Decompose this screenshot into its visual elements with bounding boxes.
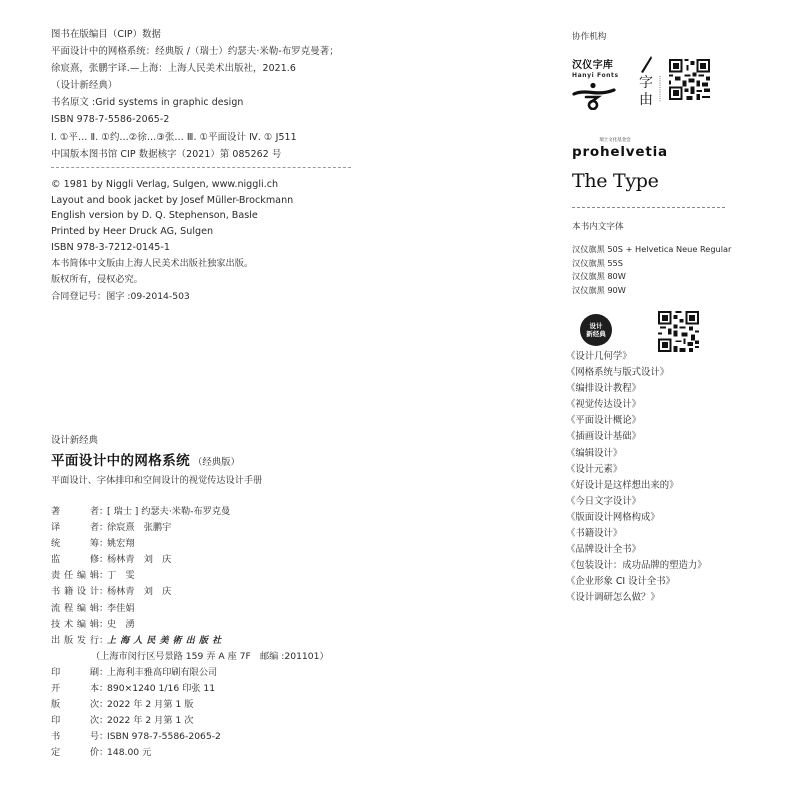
fonts-list: [572, 243, 731, 297]
credit-label-char: 设: [76, 586, 87, 598]
credit-row: [51, 584, 381, 600]
credit-label-char: 编: [76, 570, 87, 582]
related-book-item: 《书籍设计》: [566, 528, 623, 540]
related-book-item: 《平面设计概论》: [566, 415, 642, 427]
related-book-item: 《企业形象 CI 设计全书》: [566, 576, 676, 588]
qr-code-icon[interactable]: [658, 311, 699, 352]
related-book-item: 《包装设计：成功品牌的塑造力》: [566, 560, 707, 572]
credit-value: 徐宸熹 张鹏宇: [107, 522, 172, 534]
credit-label: [51, 745, 99, 761]
related-book-item: 《编排设计教程》: [566, 383, 642, 395]
cip-line: （设计新经典）: [51, 80, 118, 92]
related-book-item: 《好设计是这样想出来的》: [566, 479, 679, 491]
credit-label-char: 技: [51, 618, 61, 630]
credit-colon: ：: [99, 666, 109, 678]
credit-colon: ：: [99, 570, 109, 582]
credit-colon: ：: [99, 634, 109, 646]
credit-label: [51, 713, 99, 729]
credit-value: （上海市闵行区号景路 159 弄 A 座 7F 邮编 :201101）: [91, 650, 329, 662]
credit-label-char: 辑: [89, 602, 99, 614]
credit-label-char: 书: [51, 586, 61, 598]
prohelvetia-subtitle: 瑞士文化基金会: [599, 138, 631, 143]
credit-label: [51, 681, 99, 697]
credit-label-char: 书: [51, 731, 61, 743]
copyright-block: [51, 177, 371, 305]
credit-label: [51, 536, 99, 552]
credit-label-char: 定: [51, 747, 61, 759]
credit-label: [51, 617, 99, 633]
prohelvetia-wordmark: prohelvetia: [572, 144, 668, 160]
credit-row: [51, 617, 381, 633]
credits-block: [51, 504, 381, 762]
credit-label: [51, 601, 99, 617]
credit-row: [51, 568, 381, 584]
credit-label-char: 版: [51, 699, 61, 711]
credit-label-char: 开: [51, 683, 61, 695]
credit-colon: ：: [99, 522, 109, 534]
dashed-divider: [51, 167, 351, 168]
credit-label-char: 号: [89, 731, 99, 743]
credit-label: [51, 568, 99, 584]
credit-label-char: 著: [51, 506, 61, 517]
credit-label-char: 统: [51, 538, 61, 550]
credit-value: 史 湧: [107, 618, 135, 630]
credit-label: [51, 665, 99, 681]
credit-label-char: 印: [51, 715, 61, 727]
credit-value: 上 海 人 民 美 術 出 版 社: [107, 635, 222, 646]
related-books-list: [566, 349, 707, 607]
credit-row: [51, 729, 381, 745]
font-item: 汉仪旗黑 80W: [572, 271, 626, 282]
credit-row: [51, 601, 381, 617]
credit-value: 杨林青 刘 庆: [107, 554, 172, 566]
credit-value: 杨林青 刘 庆: [107, 586, 172, 598]
cip-line: 书名原文 :Grid systems in graphic design: [51, 97, 244, 109]
partners-label: 协作机构: [572, 32, 607, 42]
related-book-item: 《网格系统与版式设计》: [566, 367, 670, 379]
font-item: 汉仪旗黑 90W: [572, 284, 626, 295]
related-book-item: 《版面设计网格构成》: [566, 511, 660, 523]
credit-colon: ：: [99, 618, 109, 630]
prohelvetia-logo: [572, 137, 682, 160]
credit-label-char: 任: [63, 570, 74, 582]
credit-label-char: 本: [89, 683, 99, 695]
credit-label-char: 者: [89, 506, 99, 517]
related-book-item: 《视觉传达设计》: [566, 399, 642, 411]
credit-colon: ：: [99, 538, 109, 550]
credit-label-char: 出: [51, 634, 61, 646]
svg-text:字: 字: [639, 75, 653, 91]
credit-value: ISBN 978-7-5586-2065-2: [107, 731, 221, 743]
qr-code-icon[interactable]: [669, 59, 710, 100]
credit-label-char: 责: [51, 570, 61, 582]
credit-value: 148.00 元: [107, 747, 152, 759]
credit-colon: ：: [99, 554, 109, 566]
cip-data-block: [51, 26, 361, 163]
credit-label-char: 籍: [63, 586, 74, 598]
book-title: [51, 449, 240, 469]
related-book-item: 《设计元素》: [566, 463, 623, 475]
credit-value: 丁 雯: [107, 570, 135, 582]
credit-label-char: 修: [89, 554, 99, 566]
cip-line: 徐宸熹，张鹏宇译.—上海：上海人民美术出版社，2021.6: [51, 63, 296, 75]
svg-text:由: 由: [639, 92, 653, 107]
credit-label: [51, 697, 99, 713]
credit-label-char: 程: [63, 602, 74, 614]
credit-label: [51, 633, 99, 649]
credit-value: [ 瑞士 ] 约瑟夫·米勒-布罗克曼: [107, 506, 231, 517]
credit-label-char: 价: [89, 747, 99, 759]
credit-row: [51, 745, 381, 761]
font-item: 汉仪旗黑 55S: [572, 257, 623, 268]
credit-row: [51, 504, 381, 520]
hanyi-fonts-logo: [572, 56, 622, 114]
credit-colon: ：: [99, 731, 109, 743]
series-name: 设计新经典: [51, 435, 98, 446]
thetype-logo: The Type: [572, 170, 659, 192]
credit-colon: ：: [99, 699, 109, 711]
credit-value: 2022 年 2 月第 1 次: [107, 715, 194, 727]
credit-label-char: 刷: [89, 666, 99, 678]
book-title-main: 平面设计中的网格系统: [51, 453, 190, 469]
copyright-line: 本书简体中文版由上海人民美术出版社独家出版。: [51, 257, 254, 269]
dashed-divider-right: [572, 207, 725, 208]
credit-label-char: 次: [89, 715, 99, 727]
credit-value: 李佳娟: [107, 602, 135, 614]
credit-colon: ：: [99, 586, 109, 598]
credit-label: [51, 552, 99, 568]
credit-value: 上海利丰雅高印刷有限公司: [107, 666, 218, 678]
credit-label-char: 辑: [89, 570, 99, 582]
copyright-line: Layout and book jacket by Josef Müller-Brockmann: [51, 194, 294, 206]
credit-row: [51, 552, 381, 568]
copyright-line: Printed by Heer Druck AG, Sulgen: [51, 226, 214, 238]
credit-label-char: 术: [63, 618, 74, 630]
font-item: 汉仪旗黑 50S + Helvetica Neue Regular: [572, 244, 732, 254]
credit-value: 2022 年 2 月第 1 版: [107, 699, 194, 711]
copyright-line: © 1981 by Niggli Verlag, Sulgen, www.niggli.ch: [51, 179, 279, 190]
credit-label-char: 流: [51, 602, 61, 614]
credit-value: 890×1240 1/16 印张 11: [107, 683, 216, 695]
related-book-item: 《编辑设计》: [566, 447, 623, 459]
credit-label: [51, 504, 99, 520]
cip-line: 图书在版编目（CIP）数据: [51, 29, 162, 40]
credit-colon: ：: [99, 602, 109, 614]
badge-line: 新经典: [586, 330, 606, 338]
credit-label-char: 译: [51, 522, 61, 534]
related-book-item: 《设计调研怎么做？》: [566, 592, 660, 604]
related-book-item: 《品牌设计全书》: [566, 544, 642, 556]
credit-label-char: 印: [51, 666, 61, 678]
ziyou-logo: [635, 52, 665, 107]
related-book-item: 《插画设计基础》: [566, 431, 642, 443]
credit-label-char: 者: [89, 522, 99, 534]
credit-label: [51, 729, 99, 745]
series-badge-icon: [580, 314, 612, 346]
credit-label-char: 次: [89, 699, 99, 711]
credit-colon: ：: [99, 683, 109, 695]
credit-label: [51, 584, 99, 600]
cip-line: ISBN 978-7-5586-2065-2: [51, 114, 170, 126]
credit-label-char: 筹: [89, 538, 99, 550]
hanyi-glyph-icon: [572, 82, 616, 110]
book-subtitle: 平面设计、字体排印和空间设计的视觉传达设计手册: [51, 475, 263, 486]
fonts-label: 本书内文字体: [572, 222, 624, 232]
credit-label-char: 辑: [89, 618, 99, 630]
hanyi-logo-cn: 汉仪字库: [572, 60, 614, 71]
credit-label-char: 版: [63, 634, 74, 646]
credit-row: [51, 697, 381, 713]
copyright-line: English version by D. Q. Stephenson, Basle: [51, 210, 258, 222]
credit-label-char: 行: [89, 634, 99, 646]
cip-line: 平面设计中的网格系统：经典版 /（瑞士）约瑟夫·米勒-布罗克曼著；: [51, 46, 339, 58]
credit-colon: ：: [99, 506, 109, 517]
credit-label: [51, 520, 99, 536]
credit-label-char: 计: [89, 586, 99, 598]
copyright-line: 合同登记号：图字 :09-2014-503: [51, 290, 190, 302]
credit-colon: ：: [99, 715, 109, 727]
credit-row: [51, 681, 381, 697]
credit-row: [51, 536, 381, 552]
credit-row: [51, 520, 381, 536]
credit-row: [51, 713, 381, 729]
book-edition: （经典版）: [193, 457, 240, 468]
copyright-line: 版权所有，侵权必究。: [51, 274, 143, 286]
credit-row: [51, 649, 381, 665]
credit-value: 姚宏翔: [107, 538, 135, 550]
credit-label-char: 编: [76, 602, 87, 614]
badge-line: 设计: [589, 322, 603, 330]
cip-line: Ⅰ. ①平… Ⅱ. ①约…②徐…③张… Ⅲ. ①平面设计 Ⅳ. ① J511: [51, 131, 297, 143]
credit-row: [51, 633, 381, 649]
cip-line: 中国版本图书馆 CIP 数据核字（2021）第 085262 号: [51, 148, 282, 160]
hanyi-logo-en: Hanyi Fonts: [572, 72, 619, 79]
related-book-item: 《设计几何学》: [566, 351, 632, 362]
credit-label-char: 编: [76, 618, 87, 630]
credit-row: [51, 665, 381, 681]
credit-label-char: 发: [76, 634, 87, 646]
copyright-line: ISBN 978-3-7212-0145-1: [51, 241, 170, 253]
credit-label-char: 监: [51, 554, 61, 566]
related-book-item: 《今日文字设计》: [566, 495, 642, 507]
credit-colon: ：: [99, 747, 109, 759]
